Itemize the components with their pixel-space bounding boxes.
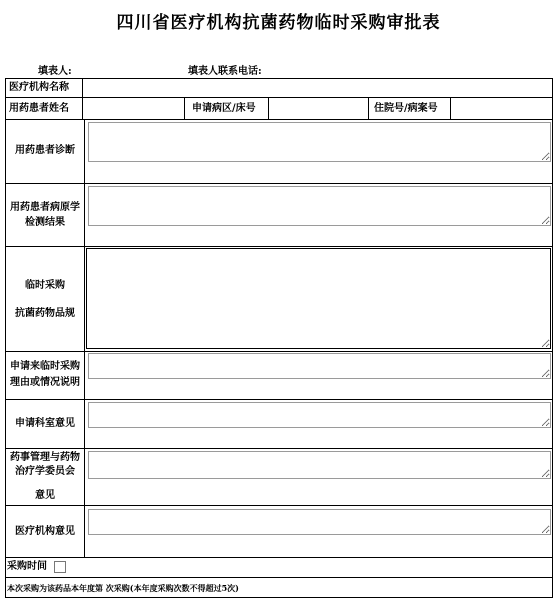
purchase-count-note: 本次采购为该药品本年度第 次采购(本年度采购次数不得超过5次) (7, 583, 239, 593)
col-divider (268, 97, 269, 119)
row-divider (6, 246, 552, 247)
institution-opinion-label: 医疗机构意见 (15, 526, 75, 537)
col-divider (368, 97, 369, 119)
col-divider (450, 97, 451, 119)
dept-opinion-label: 申请科室意见 (15, 418, 75, 429)
purchase-time-checkbox[interactable] (54, 561, 66, 573)
drug-spec-textarea[interactable] (86, 248, 551, 349)
filler-label: 填表人: (38, 66, 72, 77)
drug-spec-label-line1: 临时采购 (25, 280, 65, 291)
diagnosis-textarea[interactable] (88, 122, 551, 162)
patient-name-label: 用药患者姓名 (9, 103, 69, 114)
row-divider (6, 448, 552, 449)
col-divider (84, 119, 85, 557)
institution-name-input[interactable] (84, 80, 550, 96)
admission-no-label: 住院号/病案号 (374, 103, 438, 114)
patient-name-input[interactable] (84, 99, 182, 117)
filler-phone-label: 填表人联系电话: (188, 66, 262, 77)
row-divider (6, 505, 552, 506)
row-divider (6, 183, 552, 184)
ward-bed-label: 申请病区/床号 (192, 103, 256, 114)
reason-textarea[interactable] (88, 353, 551, 379)
purchase-time-label: 采购时间 (7, 561, 47, 572)
row-divider (6, 577, 552, 578)
committee-label-line1: 药事管理与药物 (10, 452, 80, 463)
approval-form (5, 78, 553, 598)
committee-textarea[interactable] (88, 451, 551, 479)
col-divider (82, 97, 83, 119)
pathogen-label-line2: 检测结果 (25, 217, 65, 228)
dept-opinion-textarea[interactable] (88, 402, 551, 428)
row-divider (6, 97, 552, 98)
committee-label-line3: 意见 (35, 490, 55, 501)
pathogen-textarea[interactable] (88, 186, 551, 226)
row-divider (6, 119, 552, 120)
admission-no-input[interactable] (452, 99, 550, 117)
row-divider (6, 557, 552, 558)
ward-bed-input[interactable] (270, 99, 366, 117)
pathogen-label-line1: 用药患者病原学 (10, 202, 80, 213)
reason-label-line2: 理由或情况说明 (10, 377, 80, 388)
institution-name-label: 医疗机构名称 (9, 82, 69, 93)
reason-label-line1: 申请来临时采购 (10, 361, 80, 372)
col-divider (82, 79, 83, 97)
col-divider (184, 97, 185, 119)
row-divider (6, 399, 552, 400)
row-divider (6, 351, 552, 352)
diagnosis-label: 用药患者诊断 (15, 145, 75, 156)
committee-label-line2: 治疗学委员会 (15, 466, 75, 477)
institution-opinion-textarea[interactable] (88, 509, 551, 535)
drug-spec-label-line2: 抗菌药物品规 (15, 308, 75, 319)
page-title: 四川省医疗机构抗菌药物临时采购审批表 (116, 13, 441, 33)
